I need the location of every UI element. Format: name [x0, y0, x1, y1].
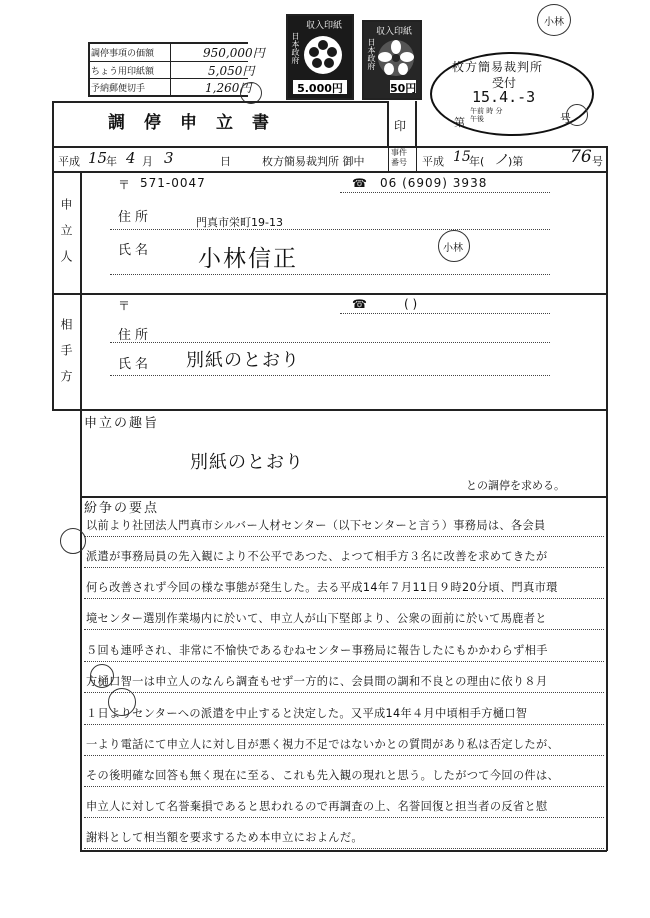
revenue-stamp-country: 日本政府	[291, 32, 300, 64]
revenue-stamp-5000	[286, 14, 354, 100]
case-number-label: 事件 番号	[391, 148, 407, 167]
respondent-phone-blank: ( )	[404, 297, 418, 311]
dispute-line: 境センター選別作業場内に於いて、申立人が山下堅郎より、公衆の面前に於いて馬鹿者と	[86, 612, 547, 625]
seal-stamp-small	[566, 104, 588, 126]
case-type: ノ	[494, 152, 508, 168]
seal-text: 小林	[544, 17, 564, 28]
case-year: 15	[453, 149, 471, 165]
receipt-time: 午前 時 分 午後	[470, 107, 503, 123]
filing-date-month: 4	[126, 149, 136, 167]
purpose-heading: 申立の趣旨	[84, 416, 160, 431]
filing-date-era: 平成	[58, 155, 80, 168]
applicant-phone: 06 (6909) 3938	[380, 176, 488, 190]
correction-seal	[60, 528, 86, 554]
case-year-unit: 年(	[469, 155, 485, 168]
fee-postage-value: 1,260円	[205, 81, 252, 95]
revenue-stamp-label: 収入印紙	[376, 27, 413, 37]
case-number-unit: 号	[592, 155, 603, 168]
applicant-postal-code: 571-0047	[140, 176, 206, 190]
case-number: 76	[570, 147, 592, 167]
filing-date-month-unit: 月	[142, 155, 153, 168]
name-label: 氏名	[118, 243, 153, 258]
fee-stamp-value: 5,050円	[208, 64, 255, 78]
flower-icon	[302, 33, 344, 77]
correction-seal	[108, 688, 136, 716]
case-number-prefix: )第	[508, 155, 524, 168]
receipt-label: 受付	[492, 76, 517, 90]
filing-date-day-unit: 日	[220, 155, 231, 168]
respondent-name: 別紙のとおり	[186, 350, 300, 371]
filing-date-year-unit: 年	[106, 155, 117, 168]
court-addressee: 枚方簡易裁判所 御中	[262, 155, 365, 168]
dispute-line: 謝料として相当額を要求するため本申立におよんだ。	[86, 831, 363, 844]
dispute-line: 以前より社団法人門真市シルバー人材センター（以下センターと言う）事務局は、各会員	[86, 519, 546, 532]
revenue-stamp-country: 日本政府	[367, 38, 376, 70]
dispute-line: 派遣が事務局員の先入観により不公平であつた、よつて相手方３名に改善を求めてきたが	[86, 550, 548, 563]
purpose-closing: との調停を求める。	[466, 479, 565, 492]
fee-label-postage: 予納郵便切手	[91, 84, 146, 94]
name-seal	[438, 230, 470, 262]
case-era: 平成	[422, 155, 444, 168]
dispute-line: 方樋口智一は申立人のなんら調査もせず一方的に、会員間の調和不良との理由に依り８月	[86, 675, 548, 688]
dispute-line: １日よりセンターへの派遣を中止すると決定した。又平成14年４月中頃相手方樋口智	[86, 707, 528, 720]
dispute-line: 一より電話にて申立人に対し目が悪く視力不足ではないかとの質問があり私は否定したが、	[86, 738, 560, 751]
applicant-section-label: 申立人	[59, 198, 73, 276]
dispute-line: 何ら改善されず今回の様な事態が発生した。去る平成14年７月11日９時20分頃、門真市環	[86, 581, 558, 594]
filing-date-day: 3	[164, 149, 174, 167]
revenue-stamp-amount: 5.000円	[293, 80, 347, 94]
flower-icon	[376, 38, 416, 78]
name-label: 氏名	[118, 357, 153, 372]
fee-label-stamp: ちょう用印紙額	[91, 67, 155, 77]
correction-seal	[90, 664, 114, 688]
seal-text: 小林	[443, 243, 463, 254]
receipt-court: 枚方簡易裁判所	[452, 60, 544, 74]
dispute-line: ５回も連呼され、非常に不愉快であるむねセンター事務局に報告したにもかかわらず相手	[86, 644, 548, 657]
applicant-address: 門真市栄町19-13	[196, 216, 283, 229]
fee-value: 950,000円	[203, 46, 265, 60]
seal-label: 印	[394, 119, 407, 133]
revenue-stamp-amount: 50円	[390, 82, 417, 95]
fee-label-value: 調停事項の価額	[91, 49, 155, 59]
postal-mark: 〒	[118, 178, 131, 192]
dispute-line: 申立人に対して名誉棄損であると思われるので再調査の上、名誉回復と担当者の反省と慰	[86, 800, 548, 813]
phone-icon: ☎	[352, 297, 367, 311]
dispute-heading: 紛争の要点	[84, 501, 160, 516]
address-label: 住所	[118, 210, 153, 225]
receipt-date: 15.4.-3	[472, 88, 536, 106]
applicant-name: 小林信正	[198, 246, 298, 272]
dispute-line: その後明確な回答も無く現在に至る、これも先入観の現れと思う。したがつて今回の件は、	[86, 769, 560, 782]
phone-icon: ☎	[352, 176, 367, 190]
filing-date-year: 15	[88, 149, 108, 167]
receipt-number-prefix: 第	[454, 116, 465, 129]
address-label: 住所	[118, 328, 153, 343]
seal-stamp	[537, 4, 571, 36]
document-title: 調停申立書	[108, 113, 288, 133]
revenue-stamp-50	[362, 20, 422, 100]
revenue-stamp-label: 収入印紙	[306, 21, 343, 31]
purpose-text: 別紙のとおり	[190, 452, 304, 473]
receipt-number-suffix: 号	[560, 112, 571, 125]
respondent-section-label: 相手方	[59, 318, 73, 396]
postal-mark: 〒	[118, 299, 131, 313]
